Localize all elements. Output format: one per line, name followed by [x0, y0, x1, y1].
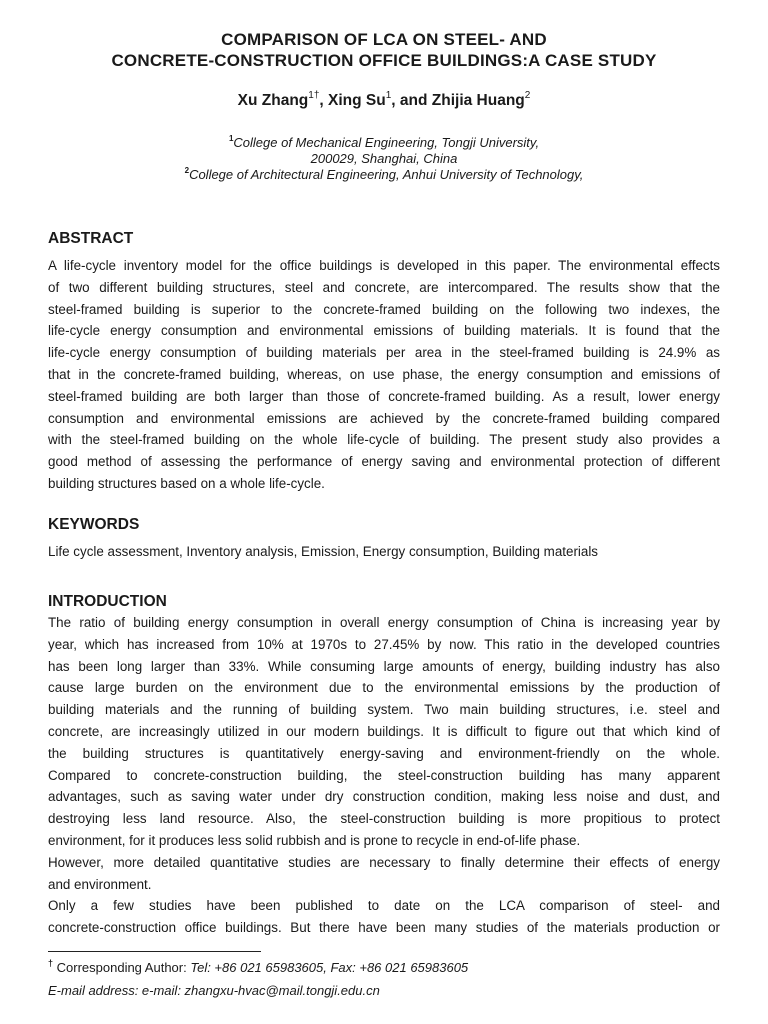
abstract-line: life-cycle energy consumption and environmental emissions of building materials. It is found that the — [48, 323, 720, 339]
introduction-line: year, which has increased from 10% at 1970s to 27.45% by now. This ratio in the developed countries — [48, 636, 720, 652]
abstract-line: with the steel-framed building on the whole life-cycle of building. The present study also provides a — [48, 432, 720, 448]
introduction-line: and environment. — [48, 876, 152, 892]
paper-title-line-2: CONCRETE-CONSTRUCTION OFFICE BUILDINGS:A CASE STUDY — [111, 51, 657, 70]
introduction-body — [48, 612, 720, 939]
affiliation-text: College of Mechanical Engineering, Tongji University, — [233, 135, 540, 150]
abstract-line: good method of assessing the performance of energy saving and environmental protection of different — [48, 454, 720, 470]
abstract-line: steel-framed building is superior to the concrete-framed building on the following two indexes, the — [48, 301, 720, 317]
author-name: Zhijia Huang — [431, 92, 525, 109]
author-list — [0, 92, 768, 110]
introduction-line: However, more detailed quantitative studies are necessary to finally determine their effects of energy — [48, 854, 720, 870]
author-affiliation-mark: 1 — [385, 90, 392, 101]
footnote-corresponding-author — [48, 960, 468, 975]
footnote-mark: † — [48, 958, 54, 968]
introduction-line: has been long larger than 33%. While consuming large amounts of energy, building industry has also — [48, 658, 720, 674]
introduction-line: advantages, such as saving water under dry construction condition, making less noise and dust, and — [48, 789, 720, 805]
affiliation-1-line-1 — [0, 135, 768, 151]
author-separator: , and — [391, 92, 432, 109]
abstract-heading: ABSTRACT — [48, 230, 134, 247]
paper-title-line-1: COMPARISON OF LCA ON STEEL- AND — [221, 30, 547, 49]
keywords-text — [48, 541, 720, 563]
author-separator: , — [319, 92, 329, 109]
introduction-line: Compared to concrete-construction building, the steel-construction building has many apparent — [48, 767, 720, 783]
footnote-rule — [48, 951, 261, 952]
introduction-line: concrete-construction office buildings. But there have been many studies of the materials production or — [48, 920, 720, 936]
abstract-line: consumption and environmental emissions are achieved by the concrete-framed building compared — [48, 410, 720, 426]
introduction-line: cause large burden on the environment due to the environmental emissions by the production of — [48, 680, 720, 696]
introduction-line: environment, for it produces less solid rubbish and is prone to recycle in end-of-life phase. — [48, 832, 581, 848]
footnote-label: Corresponding Author: — [56, 960, 191, 975]
author-name: Xu Zhang — [237, 92, 309, 109]
affiliation-2-line-1 — [0, 167, 768, 183]
author-affiliation-mark: 1† — [308, 90, 320, 101]
introduction-heading: INTRODUCTION — [48, 593, 167, 610]
affiliation-text: College of Architectural Engineering, Anhui University of Technology, — [189, 167, 584, 182]
affiliation-mark: 2 — [184, 166, 190, 175]
affiliation-1-line-2: 200029, Shanghai, China — [310, 151, 458, 166]
abstract-line: of two different building structures, steel and concrete, are intercompared. The results show that the — [48, 279, 720, 295]
introduction-line: building materials and the running of building system. Two main building structures, i.e. steel and — [48, 702, 720, 718]
abstract-line: life-cycle energy consumption of building materials per area in the steel-framed building is 24.9% as — [48, 345, 720, 361]
author-affiliation-mark: 2 — [524, 90, 531, 101]
introduction-line: the building structures is quantitatively energy-saving and environment-friendly on the whole. — [48, 745, 720, 761]
footnote-email — [48, 983, 380, 998]
abstract-line: building structures based on a whole life-cycle. — [48, 475, 325, 491]
introduction-line: Only a few studies have been published to date on the LCA comparison of steel- and — [48, 898, 720, 914]
introduction-line: The ratio of building energy consumption in overall energy consumption of China is increasing year by — [48, 615, 720, 630]
footnote-contact: Tel: +86 021 65983605, Fax: +86 021 65983605 — [190, 960, 469, 975]
keywords-heading: KEYWORDS — [48, 516, 140, 533]
introduction-line: concrete, are increasingly utilized in our modern buildings. It is difficult to figure out that which kind of — [48, 723, 720, 739]
abstract-body — [48, 255, 720, 495]
affiliation-mark: 1 — [228, 134, 234, 143]
abstract-line: A life-cycle inventory model for the office buildings is developed in this paper. The environmental effects — [48, 258, 720, 273]
introduction-line: destroying less land resource. Also, the steel-construction building is more propitious to protect — [48, 811, 720, 827]
abstract-line: that in the concrete-framed building, whereas, on use phase, the energy consumption and emissions of — [48, 366, 720, 382]
keywords-line: Life cycle assessment, Inventory analysis, Emission, Energy consumption, Building materials — [48, 544, 599, 559]
footnote-email-text: E-mail address: e-mail: zhangxu-hvac@mail.tongji.edu.cn — [48, 983, 380, 998]
author-name: Xing Su — [328, 92, 386, 109]
abstract-line: steel-framed building are both larger than those of concrete-framed building. As a result, lower energy — [48, 388, 720, 404]
